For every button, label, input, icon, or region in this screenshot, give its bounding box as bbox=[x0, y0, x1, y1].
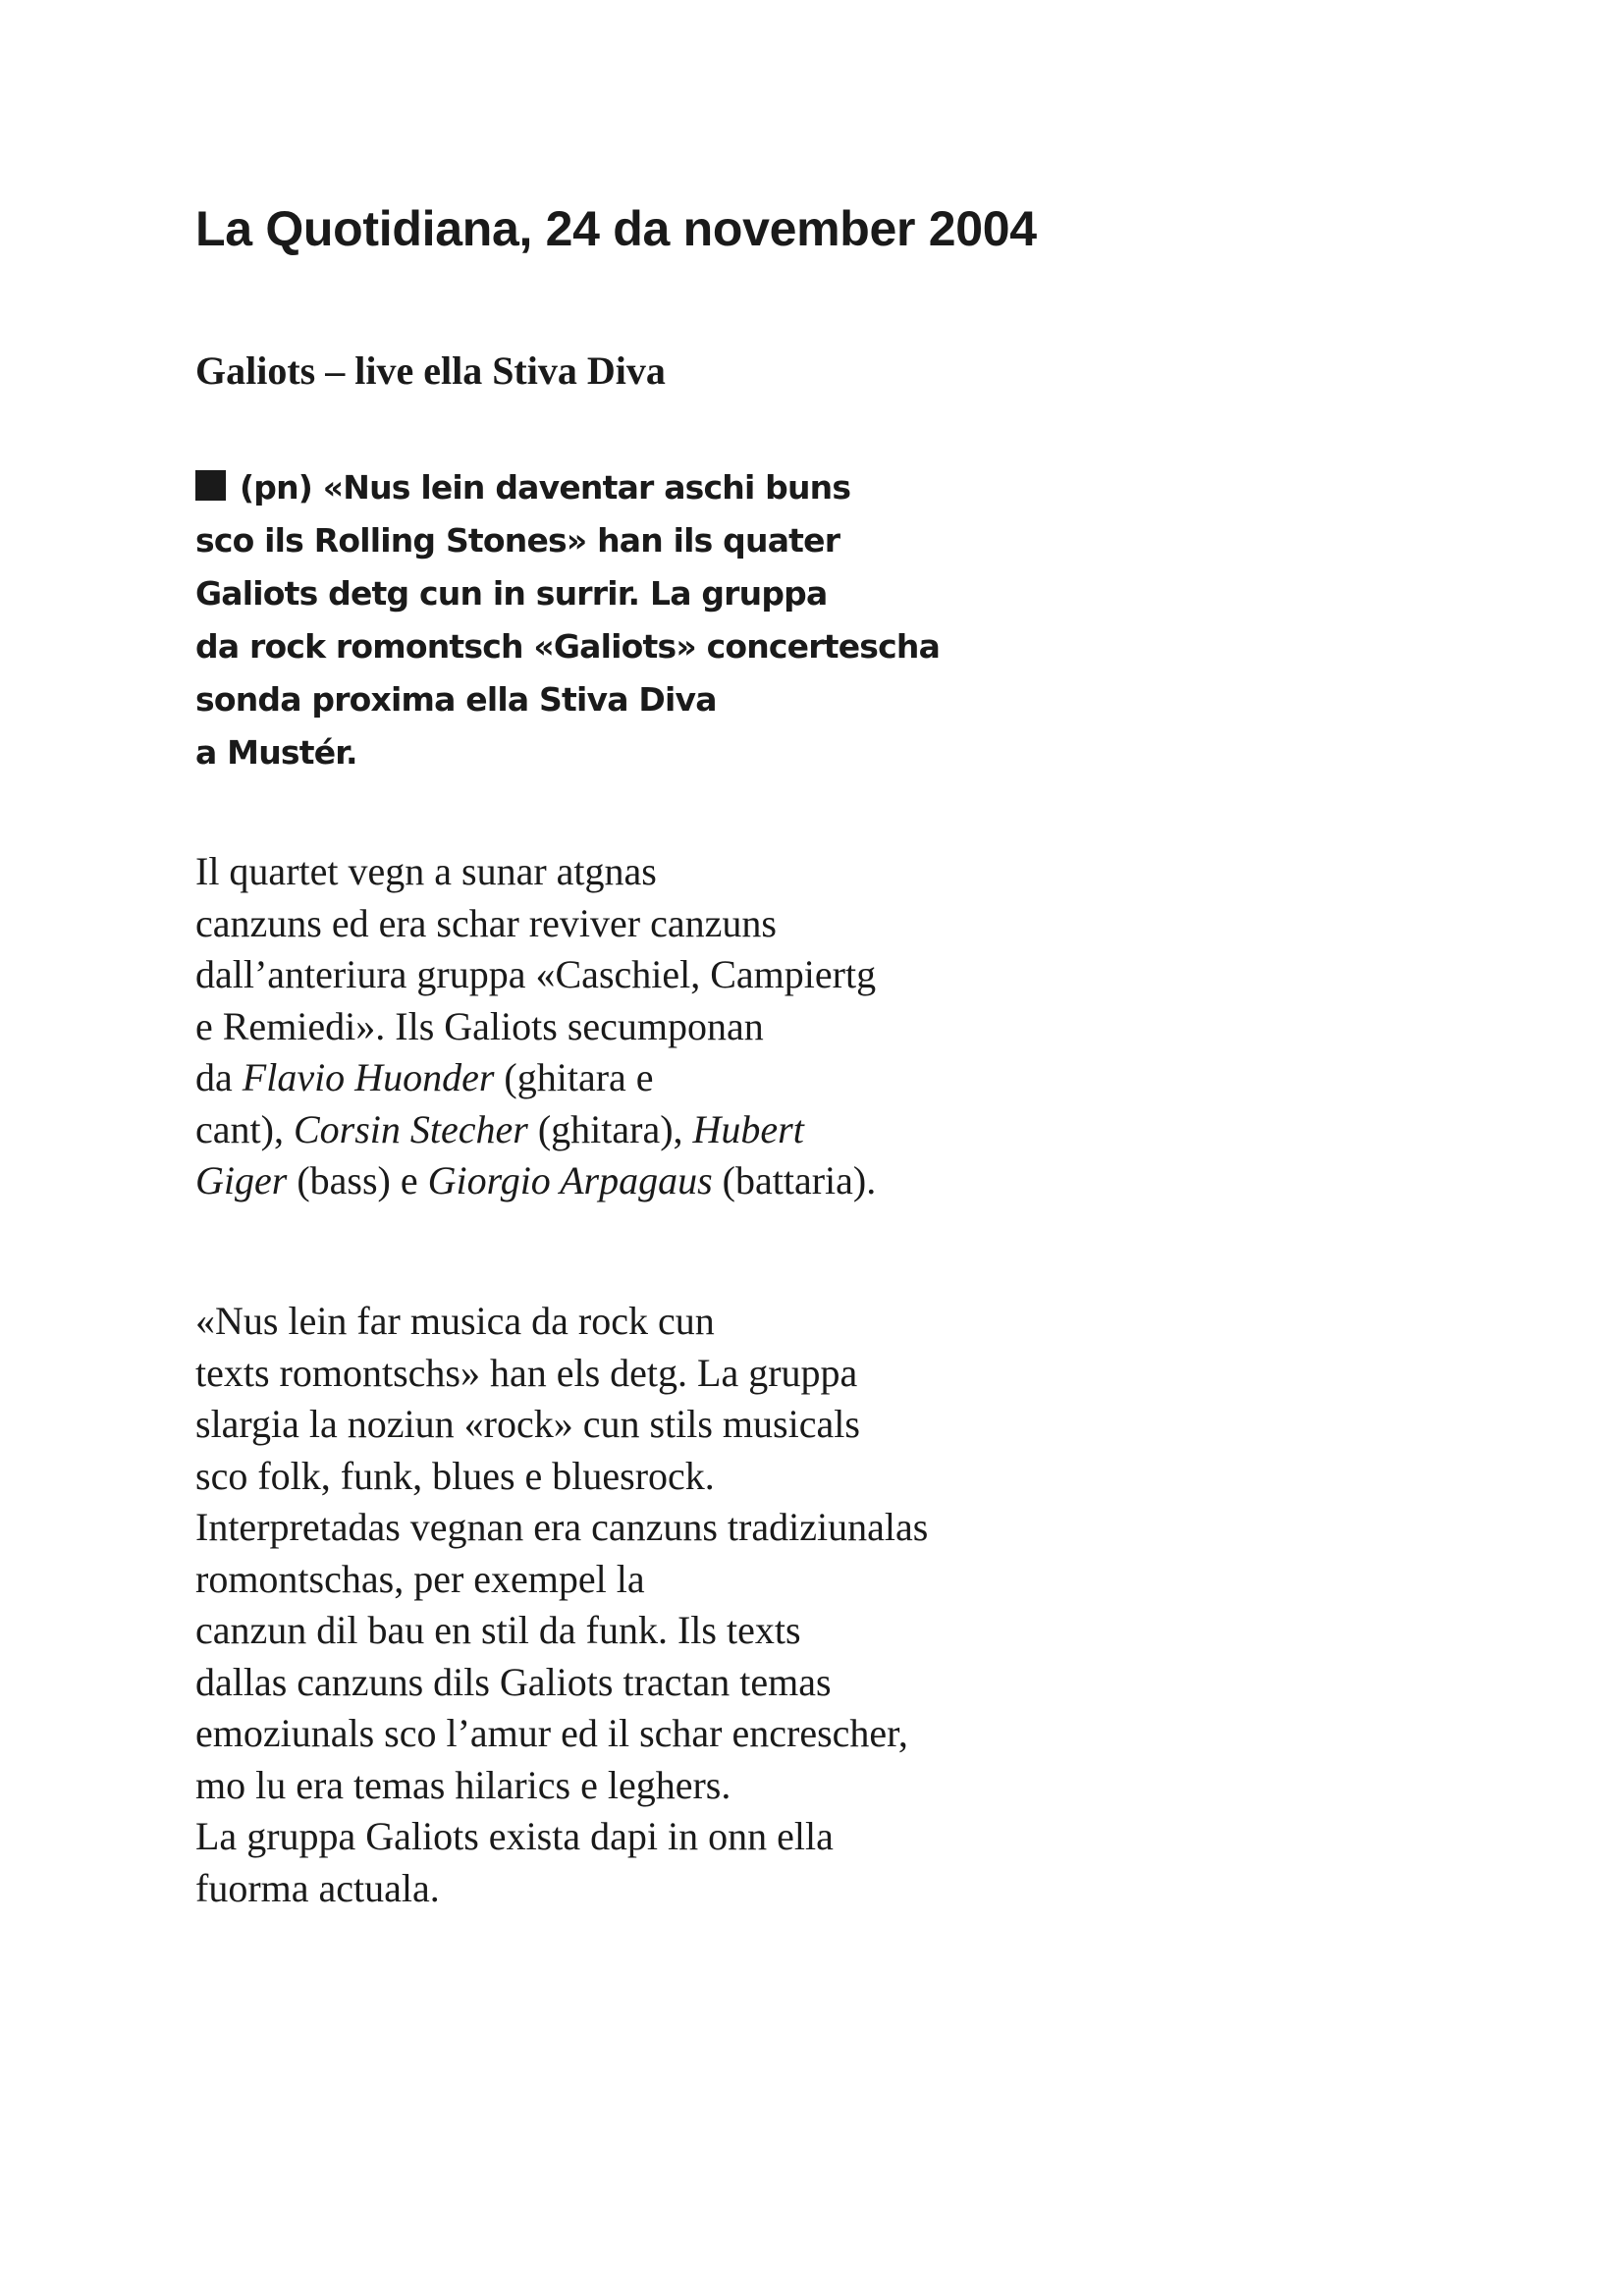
text-run: (bass) e bbox=[287, 1158, 428, 1202]
paragraph-line: canzun dil bau en stil da funk. Ils texts bbox=[195, 1608, 801, 1652]
band-member-name: Corsin Stecher bbox=[293, 1106, 528, 1151]
text-run: (ghitara e bbox=[494, 1055, 654, 1099]
page-title: La Quotidiana, 24 da november 2004 bbox=[195, 201, 1037, 256]
lead-line-text: (pn) «Nus lein daventar aschi buns bbox=[240, 468, 851, 507]
band-member-name: Flavio Huonder bbox=[242, 1055, 495, 1099]
lead-line bbox=[195, 461, 940, 514]
paragraph-line: Interpretadas vegnan era canzuns tradiziunalas bbox=[195, 1505, 929, 1549]
paragraph-line: sco folk, funk, blues e bluesrock. bbox=[195, 1453, 715, 1498]
paragraph-line: «Nus lein far musica da rock cun bbox=[195, 1299, 715, 1343]
paragraph-line: La gruppa Galiots exista dapi in onn ella bbox=[195, 1814, 834, 1858]
paragraph-line: Il quartet vegn a sunar atgnas bbox=[195, 849, 657, 893]
paragraph-line: canzuns ed era schar reviver canzuns bbox=[195, 900, 777, 945]
paragraph-line: slargia la noziun «rock» cun stils musicals bbox=[195, 1402, 860, 1446]
body-paragraph-2 bbox=[195, 1296, 928, 1914]
text-run: cant), bbox=[195, 1106, 294, 1151]
band-member-name: Giger bbox=[195, 1158, 288, 1202]
paragraph-line bbox=[195, 1155, 876, 1207]
band-member-name: Giorgio Arpagaus bbox=[427, 1158, 713, 1202]
square-bullet-icon bbox=[195, 470, 226, 501]
paragraph-line: fuorma actuala. bbox=[195, 1865, 440, 1910]
article-lead bbox=[195, 461, 940, 779]
lead-line: sonda proxima ella Stiva Diva bbox=[195, 680, 717, 719]
paragraph-line: emoziunals sco l’amur ed il schar encrescher, bbox=[195, 1711, 908, 1755]
paragraph-line: e Remiedi». Ils Galiots secumponan bbox=[195, 1003, 764, 1048]
paragraph-line: dallas canzuns dils Galiots tractan temas bbox=[195, 1659, 832, 1704]
paragraph-line: dall’anteriura gruppa «Caschiel, Campiertg bbox=[195, 952, 877, 996]
lead-line: Galiots detg cun in surrir. La gruppa bbox=[195, 574, 828, 613]
body-paragraph-1 bbox=[195, 846, 876, 1207]
paragraph-line: mo lu era temas hilarics e leghers. bbox=[195, 1762, 731, 1807]
paragraph-line bbox=[195, 1052, 876, 1104]
band-member-name: Hubert bbox=[692, 1106, 804, 1151]
lead-line: sco ils Rolling Stones» han ils quater bbox=[195, 521, 840, 560]
paragraph-line: texts romontschs» han els detg. La gruppa bbox=[195, 1350, 858, 1395]
text-run: da bbox=[195, 1055, 243, 1099]
paragraph-line: romontschas, per exempel la bbox=[195, 1556, 645, 1601]
lead-line: da rock romontsch «Galiots» concertescha bbox=[195, 627, 941, 666]
text-run: (ghitara), bbox=[527, 1106, 693, 1151]
lead-line: a Mustér. bbox=[195, 733, 357, 772]
text-run: (battaria). bbox=[712, 1158, 877, 1202]
article-subtitle: Galiots – live ella Stiva Diva bbox=[195, 348, 666, 393]
paragraph-line bbox=[195, 1104, 876, 1156]
